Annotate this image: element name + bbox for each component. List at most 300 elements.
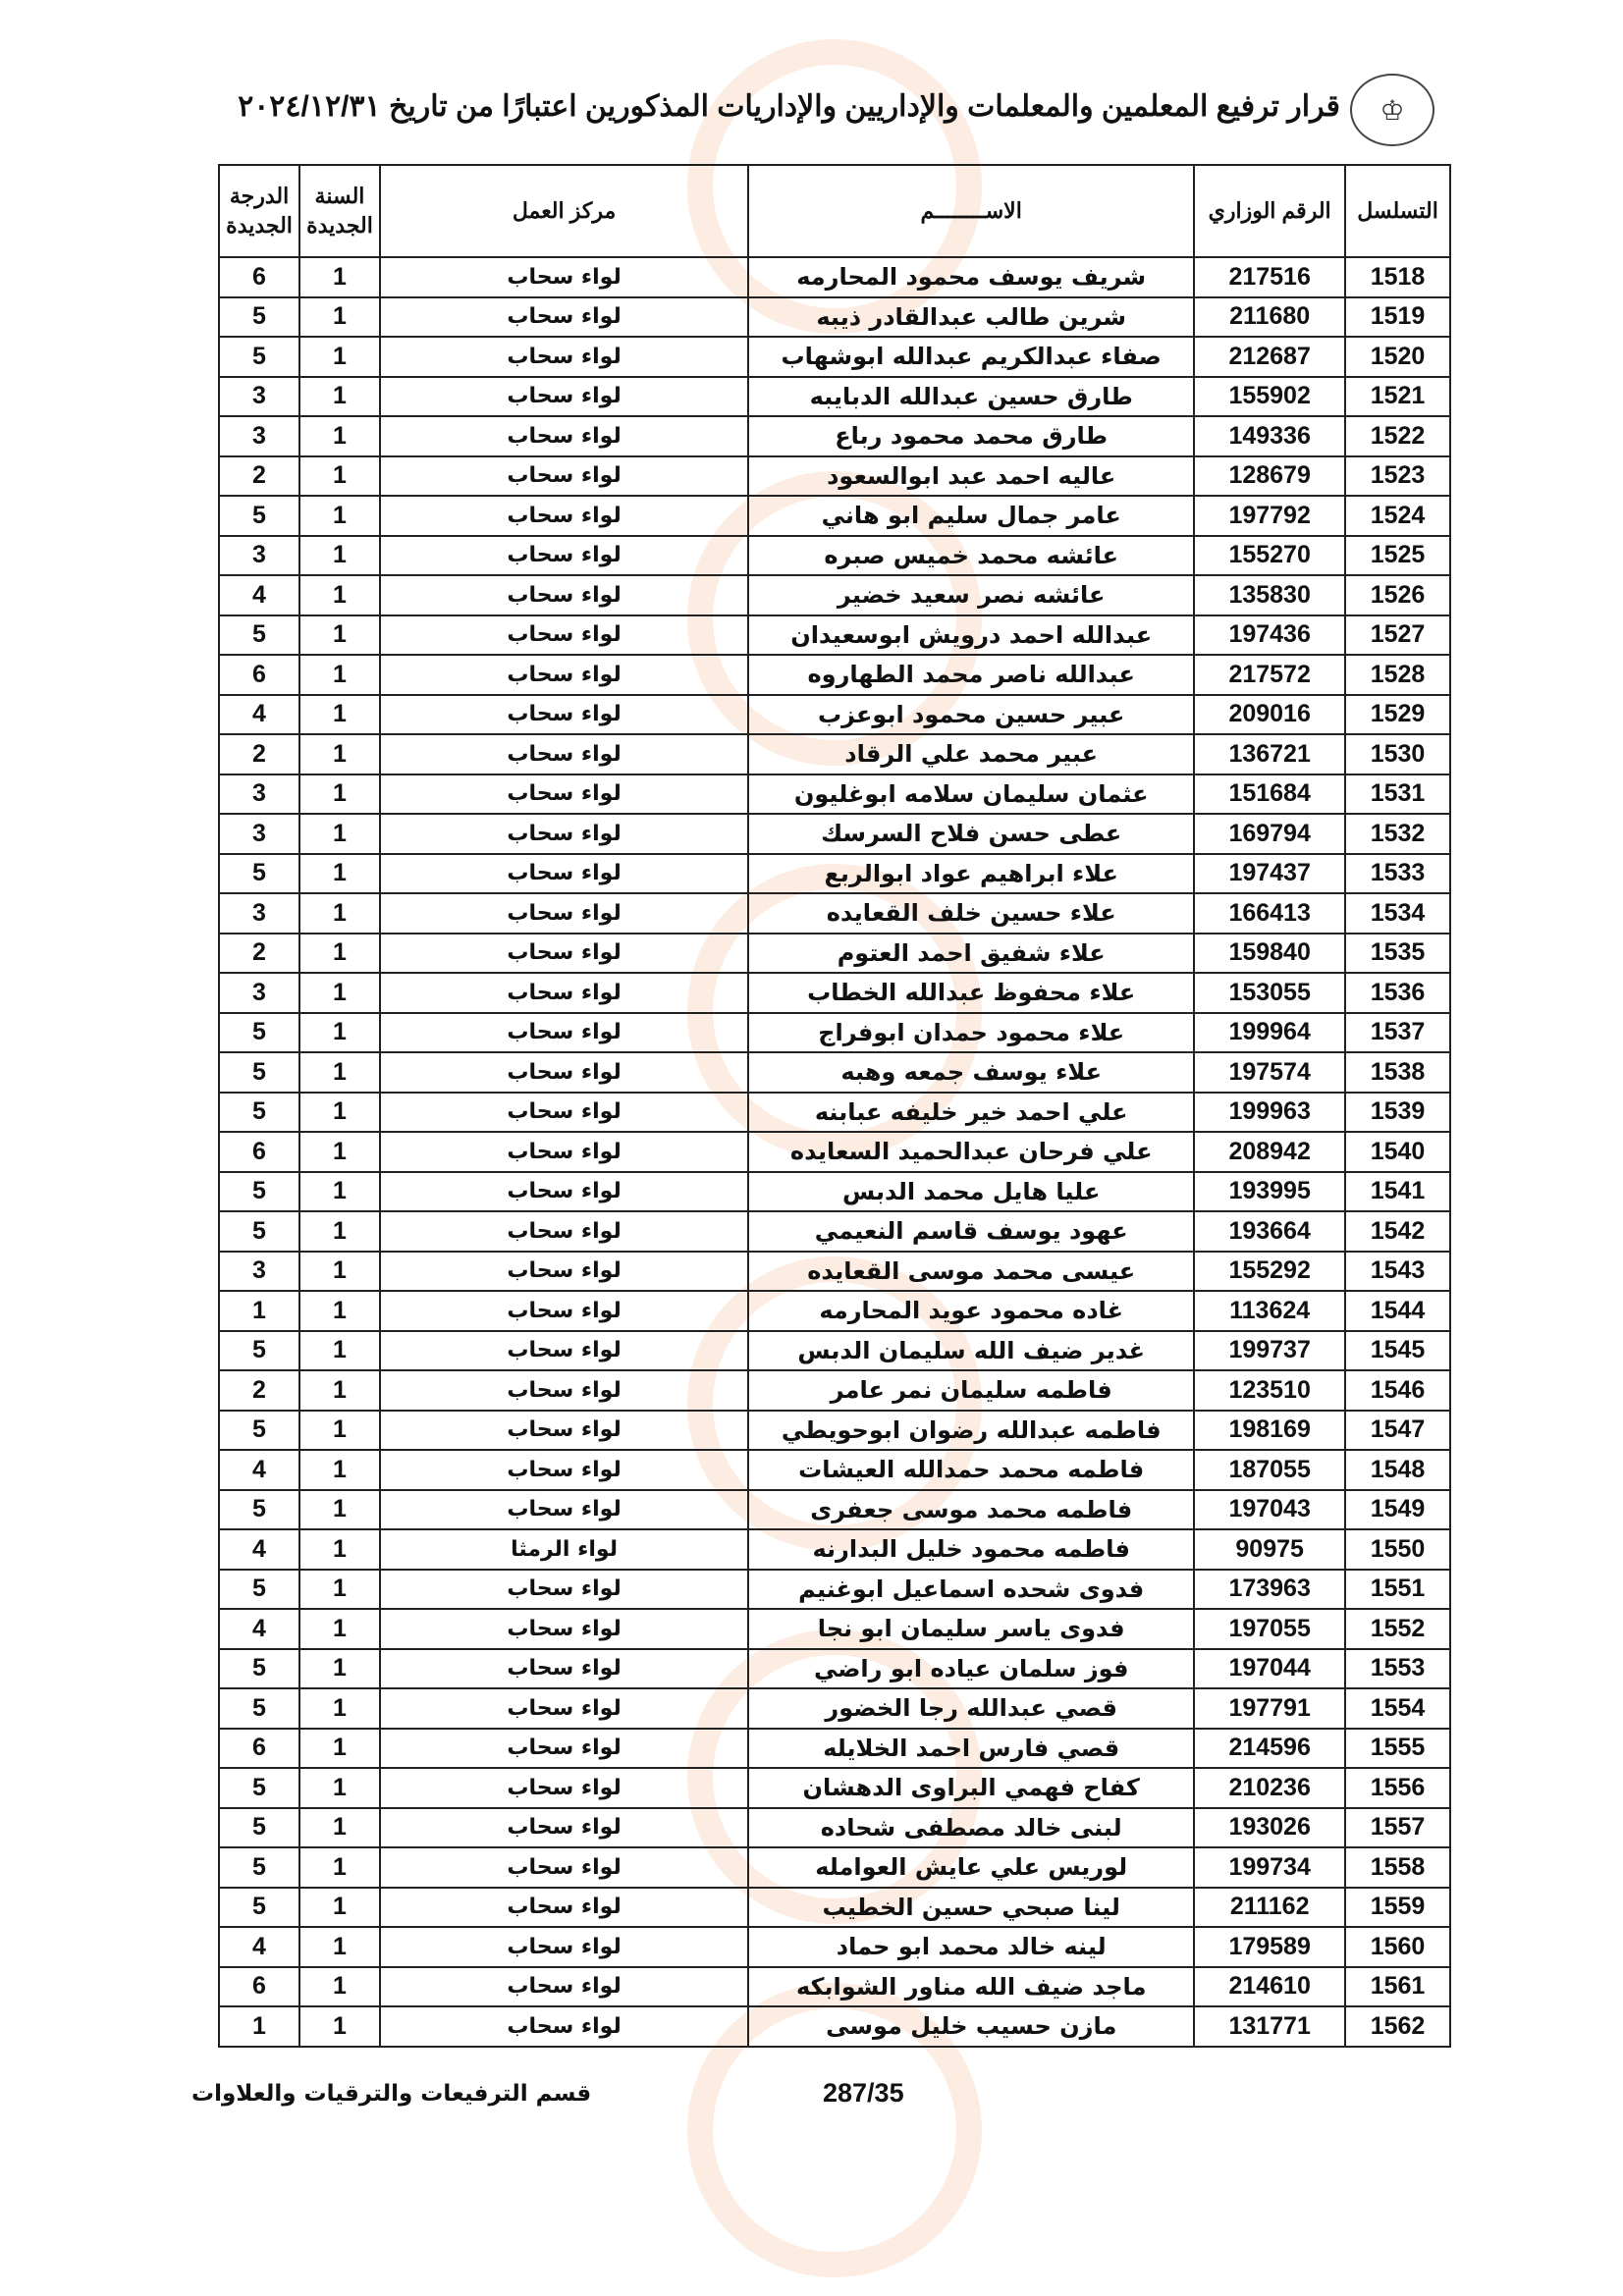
table-row: [219, 774, 1450, 815]
seq-cell: 1552: [1345, 1609, 1450, 1649]
seq-cell: 1529: [1345, 695, 1450, 735]
ministry-number-cell: 155292: [1194, 1252, 1345, 1292]
new-year-cell: 1: [299, 854, 380, 894]
new-grade-cell: 4: [219, 1450, 299, 1490]
work-center-cell: لواء سحاب: [380, 575, 748, 615]
department-footer: قسم الترفيعات والترقيات والعلاوات: [191, 2081, 592, 2107]
new-year-cell: 1: [299, 1252, 380, 1292]
ministry-number-cell: 199734: [1194, 1847, 1345, 1888]
new-grade-cell: 5: [219, 1768, 299, 1808]
seq-cell: 1534: [1345, 893, 1450, 934]
col-header-work-center: مركز العمل: [380, 165, 748, 257]
seq-cell: 1537: [1345, 1013, 1450, 1053]
col-header-ministry-number: الرقم الوزاري: [1194, 165, 1345, 257]
work-center-cell: لواء سحاب: [380, 1211, 748, 1252]
name-cell: عائشه نصر سعيد خضير: [748, 575, 1194, 615]
work-center-cell: لواء سحاب: [380, 1450, 748, 1490]
new-grade-cell: 2: [219, 1370, 299, 1411]
ministry-number-cell: 153055: [1194, 973, 1345, 1013]
new-year-cell: 1: [299, 1649, 380, 1689]
table-row: [219, 416, 1450, 456]
table-row: [219, 1688, 1450, 1729]
ministry-number-cell: 197574: [1194, 1052, 1345, 1093]
seq-cell: 1551: [1345, 1570, 1450, 1610]
new-year-cell: 1: [299, 1847, 380, 1888]
new-year-cell: 1: [299, 1768, 380, 1808]
new-grade-cell: 6: [219, 1967, 299, 2007]
name-cell: علاء يوسف جمعه وهبه: [748, 1052, 1194, 1093]
ministry-number-cell: 173963: [1194, 1570, 1345, 1610]
name-cell: فوز سلمان عياده ابو راضي: [748, 1649, 1194, 1689]
new-grade-cell: 4: [219, 1529, 299, 1570]
table-row: [219, 1888, 1450, 1928]
new-year-cell: 1: [299, 1132, 380, 1172]
new-grade-cell: 3: [219, 893, 299, 934]
ministry-number-cell: 131771: [1194, 2006, 1345, 2047]
work-center-cell: لواء الرمثا: [380, 1529, 748, 1570]
name-cell: عبدالله احمد درويش ابوسعيدان: [748, 615, 1194, 656]
ministry-number-cell: 123510: [1194, 1370, 1345, 1411]
new-grade-cell: 6: [219, 1729, 299, 1769]
ministry-number-cell: 198169: [1194, 1411, 1345, 1451]
table-row: [219, 695, 1450, 735]
work-center-cell: لواء سحاب: [380, 973, 748, 1013]
new-year-cell: 1: [299, 2006, 380, 2047]
new-year-cell: 1: [299, 337, 380, 377]
seq-cell: 1561: [1345, 1967, 1450, 2007]
seq-cell: 1555: [1345, 1729, 1450, 1769]
name-cell: فدوى شحده اسماعيل ابوغنيم: [748, 1570, 1194, 1610]
seq-cell: 1560: [1345, 1927, 1450, 1967]
ministry-number-cell: 208942: [1194, 1132, 1345, 1172]
name-cell: شريف يوسف محمود المحارمه: [748, 257, 1194, 297]
ministry-number-cell: 217572: [1194, 655, 1345, 695]
name-cell: عاليه احمد عبد ابوالسعود: [748, 456, 1194, 497]
ministry-number-cell: 155270: [1194, 536, 1345, 576]
name-cell: لوريس علي عايش العوامله: [748, 1847, 1194, 1888]
new-year-cell: 1: [299, 774, 380, 815]
seq-cell: 1539: [1345, 1093, 1450, 1133]
name-cell: فاطمه محمود خليل البدارنه: [748, 1529, 1194, 1570]
ministry-number-cell: 210236: [1194, 1768, 1345, 1808]
name-cell: طارق محمد محمود رباع: [748, 416, 1194, 456]
name-cell: غدير ضيف الله سليمان الدبس: [748, 1331, 1194, 1371]
name-cell: فاطمه محمد حمدالله العيشات: [748, 1450, 1194, 1490]
work-center-cell: لواء سحاب: [380, 1331, 748, 1371]
work-center-cell: لواء سحاب: [380, 536, 748, 576]
new-year-cell: 1: [299, 1927, 380, 1967]
table-row: [219, 456, 1450, 497]
name-cell: فاطمه محمد موسى جعفرى: [748, 1490, 1194, 1530]
work-center-cell: لواء سحاب: [380, 1927, 748, 1967]
work-center-cell: لواء سحاب: [380, 1013, 748, 1053]
work-center-cell: لواء سحاب: [380, 1808, 748, 1848]
new-year-cell: 1: [299, 1490, 380, 1530]
ministry-number-cell: 197437: [1194, 854, 1345, 894]
new-grade-cell: 1: [219, 1291, 299, 1331]
new-grade-cell: 6: [219, 655, 299, 695]
seq-cell: 1542: [1345, 1211, 1450, 1252]
table-row: [219, 1252, 1450, 1292]
work-center-cell: لواء سحاب: [380, 496, 748, 536]
ministry-number-cell: 197043: [1194, 1490, 1345, 1530]
table-row: [219, 496, 1450, 536]
work-center-cell: لواء سحاب: [380, 1570, 748, 1610]
table-row: [219, 1370, 1450, 1411]
ministry-number-cell: 193995: [1194, 1172, 1345, 1212]
new-grade-cell: 5: [219, 1211, 299, 1252]
name-cell: فدوى ياسر سليمان ابو نجا: [748, 1609, 1194, 1649]
table-row: [219, 934, 1450, 974]
table-row: [219, 257, 1450, 297]
work-center-cell: لواء سحاب: [380, 1132, 748, 1172]
name-cell: صفاء عبدالكريم عبدالله ابوشهاب: [748, 337, 1194, 377]
work-center-cell: لواء سحاب: [380, 695, 748, 735]
work-center-cell: لواء سحاب: [380, 1052, 748, 1093]
name-cell: قصي عبدالله رجا الخضور: [748, 1688, 1194, 1729]
work-center-cell: لواء سحاب: [380, 655, 748, 695]
ministry-number-cell: 211680: [1194, 297, 1345, 338]
name-cell: عليا هايل محمد الدبس: [748, 1172, 1194, 1212]
table-row: [219, 1331, 1450, 1371]
new-year-cell: 1: [299, 1967, 380, 2007]
ministry-number-cell: 199963: [1194, 1093, 1345, 1133]
new-grade-cell: 4: [219, 1927, 299, 1967]
seq-cell: 1530: [1345, 734, 1450, 774]
table-row: [219, 1570, 1450, 1610]
new-grade-cell: 3: [219, 536, 299, 576]
new-year-cell: 1: [299, 1570, 380, 1610]
work-center-cell: لواء سحاب: [380, 893, 748, 934]
seq-cell: 1536: [1345, 973, 1450, 1013]
new-year-cell: 1: [299, 1888, 380, 1928]
table-row: [219, 1729, 1450, 1769]
new-grade-cell: 5: [219, 1490, 299, 1530]
ministry-number-cell: 211162: [1194, 1888, 1345, 1928]
ministry-number-cell: 214596: [1194, 1729, 1345, 1769]
ministry-number-cell: 197055: [1194, 1609, 1345, 1649]
ministry-number-cell: 135830: [1194, 575, 1345, 615]
new-grade-cell: 3: [219, 377, 299, 417]
ministry-number-cell: 212687: [1194, 337, 1345, 377]
table-row: [219, 893, 1450, 934]
new-year-cell: 1: [299, 416, 380, 456]
ministry-number-cell: 166413: [1194, 893, 1345, 934]
new-grade-cell: 5: [219, 496, 299, 536]
seq-cell: 1558: [1345, 1847, 1450, 1888]
work-center-cell: لواء سحاب: [380, 1688, 748, 1729]
name-cell: طارق حسين عبدالله الدبايبه: [748, 377, 1194, 417]
seq-cell: 1522: [1345, 416, 1450, 456]
work-center-cell: لواء سحاب: [380, 1172, 748, 1212]
new-grade-cell: 5: [219, 297, 299, 338]
seq-cell: 1559: [1345, 1888, 1450, 1928]
ministry-number-cell: 151684: [1194, 774, 1345, 815]
work-center-cell: لواء سحاب: [380, 774, 748, 815]
new-year-cell: 1: [299, 1411, 380, 1451]
new-year-cell: 1: [299, 934, 380, 974]
table-row: [219, 536, 1450, 576]
name-cell: لينه خالد محمد ابو حماد: [748, 1927, 1194, 1967]
seq-cell: 1523: [1345, 456, 1450, 497]
new-year-cell: 1: [299, 297, 380, 338]
work-center-cell: لواء سحاب: [380, 1411, 748, 1451]
new-grade-cell: 5: [219, 1649, 299, 1689]
new-grade-cell: 2: [219, 456, 299, 497]
new-year-cell: 1: [299, 1808, 380, 1848]
name-cell: عبدالله ناصر محمد الطهاروه: [748, 655, 1194, 695]
new-year-cell: 1: [299, 1370, 380, 1411]
seq-cell: 1526: [1345, 575, 1450, 615]
ministry-number-cell: 197792: [1194, 496, 1345, 536]
new-year-cell: 1: [299, 1688, 380, 1729]
new-grade-cell: 5: [219, 1331, 299, 1371]
ministry-number-cell: 199964: [1194, 1013, 1345, 1053]
table-row: [219, 1529, 1450, 1570]
seq-cell: 1531: [1345, 774, 1450, 815]
new-grade-cell: 5: [219, 1888, 299, 1928]
name-cell: فاطمه عبدالله رضوان ابوحويطي: [748, 1411, 1194, 1451]
name-cell: مازن حسيب خليل موسى: [748, 2006, 1194, 2047]
new-year-cell: 1: [299, 1529, 380, 1570]
work-center-cell: لواء سحاب: [380, 814, 748, 854]
new-grade-cell: 3: [219, 814, 299, 854]
new-grade-cell: 3: [219, 973, 299, 1013]
name-cell: لبنى خالد مصطفى شحاده: [748, 1808, 1194, 1848]
ministry-number-cell: 217516: [1194, 257, 1345, 297]
table-row: [219, 1649, 1450, 1689]
ministry-number-cell: 159840: [1194, 934, 1345, 974]
new-grade-cell: 6: [219, 257, 299, 297]
seq-cell: 1524: [1345, 496, 1450, 536]
ministry-number-cell: 193026: [1194, 1808, 1345, 1848]
name-cell: علاء حسين خلف القعايده: [748, 893, 1194, 934]
table-header-row: [219, 165, 1450, 257]
seq-cell: 1544: [1345, 1291, 1450, 1331]
new-year-cell: 1: [299, 1093, 380, 1133]
new-grade-cell: 5: [219, 1093, 299, 1133]
seq-cell: 1554: [1345, 1688, 1450, 1729]
ministry-number-cell: 90975: [1194, 1529, 1345, 1570]
table-row: [219, 1490, 1450, 1530]
ministry-number-cell: 187055: [1194, 1450, 1345, 1490]
page-number: 287/35: [823, 2078, 904, 2108]
name-cell: علي فرحان عبدالحميد السعايده: [748, 1132, 1194, 1172]
work-center-cell: لواء سحاب: [380, 1093, 748, 1133]
table-row: [219, 575, 1450, 615]
new-year-cell: 1: [299, 695, 380, 735]
new-year-cell: 1: [299, 973, 380, 1013]
ministry-number-cell: 197436: [1194, 615, 1345, 656]
ministry-number-cell: 214610: [1194, 1967, 1345, 2007]
ministry-number-cell: 193664: [1194, 1211, 1345, 1252]
name-cell: كفاح فهمي البراوى الدهشان: [748, 1768, 1194, 1808]
new-year-cell: 1: [299, 1450, 380, 1490]
table-row: [219, 1211, 1450, 1252]
name-cell: عامر جمال سليم ابو هاني: [748, 496, 1194, 536]
new-year-cell: 1: [299, 1729, 380, 1769]
name-cell: قصي فارس احمد الخلايله: [748, 1729, 1194, 1769]
seq-cell: 1550: [1345, 1529, 1450, 1570]
name-cell: لينا صبحي حسين الخطيب: [748, 1888, 1194, 1928]
seq-cell: 1557: [1345, 1808, 1450, 1848]
table-row: [219, 1291, 1450, 1331]
seq-cell: 1520: [1345, 337, 1450, 377]
ministry-number-cell: 149336: [1194, 416, 1345, 456]
table-row: [219, 655, 1450, 695]
table-row: [219, 377, 1450, 417]
new-year-cell: 1: [299, 1331, 380, 1371]
col-header-seq: التسلسل: [1345, 165, 1450, 257]
new-grade-cell: 5: [219, 1172, 299, 1212]
seq-cell: 1532: [1345, 814, 1450, 854]
work-center-cell: لواء سحاب: [380, 2006, 748, 2047]
name-cell: علاء محمود حمدان ابوفراج: [748, 1013, 1194, 1053]
work-center-cell: لواء سحاب: [380, 416, 748, 456]
table-row: [219, 1450, 1450, 1490]
table-row: [219, 1768, 1450, 1808]
new-year-cell: 1: [299, 1052, 380, 1093]
new-year-cell: 1: [299, 1609, 380, 1649]
ministry-number-cell: 197044: [1194, 1649, 1345, 1689]
new-year-cell: 1: [299, 1291, 380, 1331]
work-center-cell: لواء سحاب: [380, 297, 748, 338]
work-center-cell: لواء سحاب: [380, 854, 748, 894]
work-center-cell: لواء سحاب: [380, 1967, 748, 2007]
seq-cell: 1547: [1345, 1411, 1450, 1451]
new-year-cell: 1: [299, 456, 380, 497]
ministry-number-cell: 155902: [1194, 377, 1345, 417]
seq-cell: 1549: [1345, 1490, 1450, 1530]
table-row: [219, 1967, 1450, 2007]
ministry-number-cell: 199737: [1194, 1331, 1345, 1371]
new-grade-cell: 6: [219, 1132, 299, 1172]
ministry-number-cell: 197791: [1194, 1688, 1345, 1729]
work-center-cell: لواء سحاب: [380, 1649, 748, 1689]
seq-cell: 1562: [1345, 2006, 1450, 2047]
name-cell: عهود يوسف قاسم النعيمي: [748, 1211, 1194, 1252]
seq-cell: 1543: [1345, 1252, 1450, 1292]
new-year-cell: 1: [299, 814, 380, 854]
ministry-logo-icon: ♔: [1350, 74, 1434, 146]
new-grade-cell: 5: [219, 1052, 299, 1093]
seq-cell: 1533: [1345, 854, 1450, 894]
work-center-cell: لواء سحاب: [380, 1291, 748, 1331]
new-grade-cell: 4: [219, 1609, 299, 1649]
table-row: [219, 854, 1450, 894]
work-center-cell: لواء سحاب: [380, 734, 748, 774]
work-center-cell: لواء سحاب: [380, 1252, 748, 1292]
new-grade-cell: 5: [219, 1688, 299, 1729]
new-grade-cell: 5: [219, 1013, 299, 1053]
table-row: [219, 337, 1450, 377]
name-cell: عيسى محمد موسى القعايده: [748, 1252, 1194, 1292]
table-row: [219, 1411, 1450, 1451]
work-center-cell: لواء سحاب: [380, 1847, 748, 1888]
new-year-cell: 1: [299, 536, 380, 576]
new-year-cell: 1: [299, 496, 380, 536]
name-cell: عبير محمد علي الرقاد: [748, 734, 1194, 774]
promotions-table: [218, 164, 1451, 2048]
ministry-number-cell: 113624: [1194, 1291, 1345, 1331]
new-grade-cell: 5: [219, 1570, 299, 1610]
work-center-cell: لواء سحاب: [380, 1370, 748, 1411]
seq-cell: 1553: [1345, 1649, 1450, 1689]
table-row: [219, 734, 1450, 774]
work-center-cell: لواء سحاب: [380, 337, 748, 377]
new-grade-cell: 2: [219, 934, 299, 974]
work-center-cell: لواء سحاب: [380, 615, 748, 656]
seq-cell: 1528: [1345, 655, 1450, 695]
seq-cell: 1556: [1345, 1768, 1450, 1808]
name-cell: علي احمد خير خليفه عبابنه: [748, 1093, 1194, 1133]
col-header-new-year: السنة الجديدة: [299, 165, 380, 257]
name-cell: علاء ابراهيم عواد ابوالربع: [748, 854, 1194, 894]
new-grade-cell: 2: [219, 734, 299, 774]
seq-cell: 1527: [1345, 615, 1450, 656]
new-grade-cell: 1: [219, 2006, 299, 2047]
ministry-number-cell: 179589: [1194, 1927, 1345, 1967]
new-year-cell: 1: [299, 1211, 380, 1252]
name-cell: عطى حسن فلاح السرسك: [748, 814, 1194, 854]
new-grade-cell: 3: [219, 1252, 299, 1292]
seq-cell: 1535: [1345, 934, 1450, 974]
new-grade-cell: 5: [219, 1808, 299, 1848]
work-center-cell: لواء سحاب: [380, 1490, 748, 1530]
name-cell: فاطمه سليمان نمر عامر: [748, 1370, 1194, 1411]
new-grade-cell: 4: [219, 575, 299, 615]
new-grade-cell: 5: [219, 854, 299, 894]
work-center-cell: لواء سحاب: [380, 1888, 748, 1928]
ministry-number-cell: 136721: [1194, 734, 1345, 774]
table-row: [219, 1052, 1450, 1093]
table-row: [219, 814, 1450, 854]
table-row: [219, 1609, 1450, 1649]
col-header-name: الاســــــــم: [748, 165, 1194, 257]
name-cell: علاء شفيق احمد العتوم: [748, 934, 1194, 974]
table-row: [219, 1927, 1450, 1967]
name-cell: غاده محمود عويد المحارمه: [748, 1291, 1194, 1331]
name-cell: عثمان سليمان سلامه ابوغليون: [748, 774, 1194, 815]
work-center-cell: لواء سحاب: [380, 934, 748, 974]
seq-cell: 1525: [1345, 536, 1450, 576]
table-row: [219, 1132, 1450, 1172]
seq-cell: 1521: [1345, 377, 1450, 417]
ministry-number-cell: 169794: [1194, 814, 1345, 854]
new-grade-cell: 5: [219, 1411, 299, 1451]
new-year-cell: 1: [299, 575, 380, 615]
table-row: [219, 1093, 1450, 1133]
name-cell: ماجد ضيف الله مناور الشوابكه: [748, 1967, 1194, 2007]
page-title: قرار ترفيع المعلمين والمعلمات والإداريين والإداريات المذكورين اعتبارًا من تاريخ ٢٠٢٤/١٢/٣١: [238, 90, 1340, 123]
table-row: [219, 973, 1450, 1013]
table-row: [219, 1808, 1450, 1848]
table-row: [219, 1172, 1450, 1212]
name-cell: عبير حسين محمود ابوعزب: [748, 695, 1194, 735]
new-year-cell: 1: [299, 734, 380, 774]
name-cell: عائشه محمد خميس صبره: [748, 536, 1194, 576]
work-center-cell: لواء سحاب: [380, 1729, 748, 1769]
new-year-cell: 1: [299, 615, 380, 656]
new-year-cell: 1: [299, 1013, 380, 1053]
new-grade-cell: 5: [219, 615, 299, 656]
new-year-cell: 1: [299, 655, 380, 695]
table-row: [219, 297, 1450, 338]
work-center-cell: لواء سحاب: [380, 257, 748, 297]
new-year-cell: 1: [299, 1172, 380, 1212]
seq-cell: 1541: [1345, 1172, 1450, 1212]
work-center-cell: لواء سحاب: [380, 1609, 748, 1649]
